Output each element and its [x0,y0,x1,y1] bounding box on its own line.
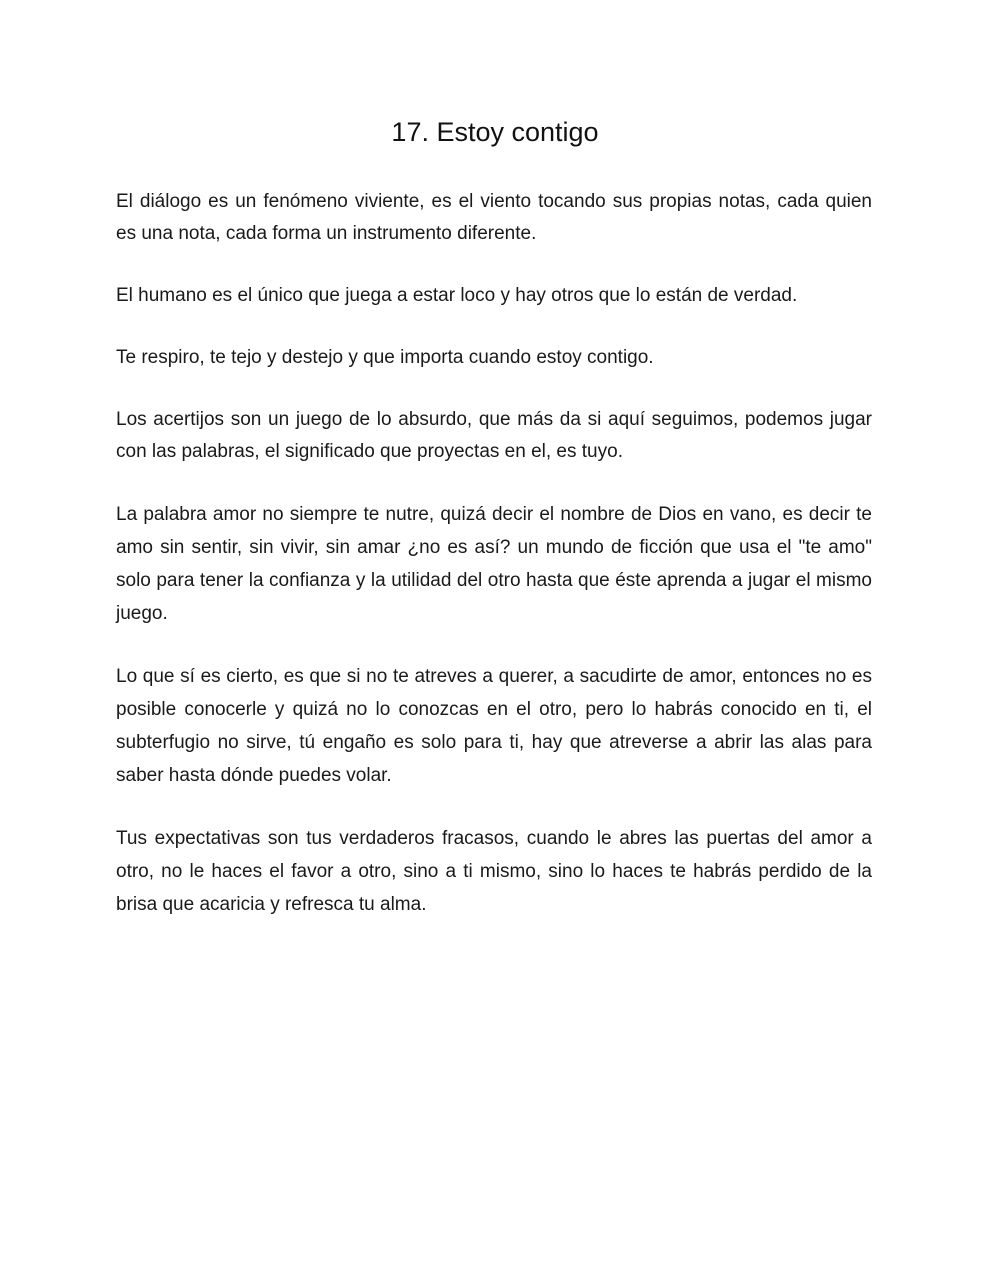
paragraph: Tus expectativas son tus verdaderos fracasos, cuando le abres las puertas del amor a otro, no le haces el favor a otro, sino a ti mismo, sino lo haces te habrás perdido de la brisa que acaricia y refresca tu alma. [116,828,872,915]
paragraph: El diálogo es un fenómeno viviente, es el viento tocando sus propias notas, cada quien es una nota, cada forma un instrumento diferente. [116,191,872,244]
paragraph: Lo que sí es cierto, es que si no te atreves a querer, a sacudirte de amor, entonces no es posible conocerle y quizá no lo conozcas en el otro, pero lo habrás conocido en ti, el subterfugio no sirve, tú engaño es solo para ti, hay que atreverse a abrir las alas para saber hasta dónde puedes volar. [116,666,872,786]
paragraph: El humano es el único que juega a estar loco y hay otros que lo están de verdad. [116,285,798,306]
paragraph: Los acertijos son un juego de lo absurdo, que más da si aquí seguimos, podemos jugar con las palabras, el significado que proyectas en el, es tuyo. [116,409,872,462]
paragraph: Te respiro, te tejo y destejo y que importa cuando estoy contigo. [116,347,654,368]
document-body [116,186,872,951]
page-title: 17. Estoy contigo [391,117,599,147]
paragraph: La palabra amor no siempre te nutre, quizá decir el nombre de Dios en vano, es decir te amo sin sentir, sin vivir, sin amar ¿no es así? un mundo de ficción que usa el "te amo" solo para tener la confianza y la utilidad del otro hasta que éste aprenda a jugar el mismo juego. [116,504,872,624]
